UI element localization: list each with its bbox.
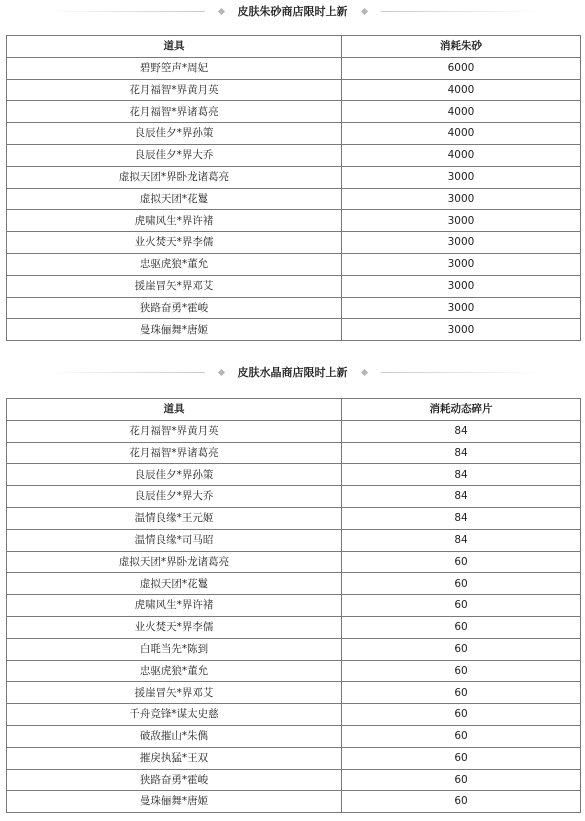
item-name-cell: 曼珠俪舞*唐姬 <box>7 319 342 341</box>
table-header-row <box>7 36 581 58</box>
cost-cell: 3000 <box>342 275 581 297</box>
table-row <box>7 253 581 275</box>
cost-cell: 3000 <box>342 319 581 341</box>
item-name-cell: 良辰佳夕*界孙策 <box>7 123 342 145</box>
item-name-cell: 千舟竞锋*谋太史慈 <box>7 704 342 726</box>
table-row <box>7 791 581 813</box>
cost-cell: 60 <box>342 769 581 791</box>
item-name-cell: 破敌摧山*朱儁 <box>7 725 342 747</box>
cost-cell: 3000 <box>342 166 581 188</box>
item-name-cell: 虚拟天团*花鬘 <box>7 573 342 595</box>
item-name-cell: 狭路奋勇*霍峻 <box>7 297 342 319</box>
table-row <box>7 551 581 573</box>
item-name-cell: 虚拟天团*花鬘 <box>7 188 342 210</box>
cost-cell: 84 <box>342 420 581 442</box>
table-row <box>7 79 581 101</box>
table-row <box>7 682 581 704</box>
table-row <box>7 725 581 747</box>
item-name-cell: 狭路奋勇*霍峻 <box>7 769 342 791</box>
cost-cell: 60 <box>342 704 581 726</box>
table-row <box>7 769 581 791</box>
table-row <box>7 123 581 145</box>
item-name-cell: 良辰佳夕*界大乔 <box>7 486 342 508</box>
table-row <box>7 319 581 341</box>
section-header-cinnabar-shop <box>0 2 585 20</box>
table-header-row <box>7 399 581 421</box>
item-name-cell: 白毦当先*陈到 <box>7 638 342 660</box>
divider-line <box>381 372 541 373</box>
table-row <box>7 747 581 769</box>
table-row <box>7 595 581 617</box>
item-name-cell: 虎啸风生*界许褚 <box>7 210 342 232</box>
cost-cell: 60 <box>342 638 581 660</box>
item-name-cell: 花月福智*界诸葛亮 <box>7 442 342 464</box>
item-name-cell: 温情良缘*王元姬 <box>7 507 342 529</box>
table-row <box>7 232 581 254</box>
section-title: 皮肤朱砂商店限时上新 <box>237 5 348 18</box>
cost-cell: 4000 <box>342 123 581 145</box>
item-name-cell: 摧戾执猛*王双 <box>7 747 342 769</box>
table-row <box>7 638 581 660</box>
item-name-cell: 花月福智*界黄月英 <box>7 79 342 101</box>
section-title: 皮肤水晶商店限时上新 <box>237 366 348 379</box>
cost-cell: 84 <box>342 464 581 486</box>
table-row <box>7 442 581 464</box>
crystal-shop-table <box>6 398 581 813</box>
column-header-item: 道具 <box>7 399 342 421</box>
table-row <box>7 275 581 297</box>
item-name-cell: 虚拟天团*界卧龙诸葛亮 <box>7 166 342 188</box>
table-row <box>7 529 581 551</box>
item-name-cell: 业火焚天*界李儒 <box>7 616 342 638</box>
table-row <box>7 297 581 319</box>
diamond-icon <box>217 7 224 14</box>
table-row <box>7 57 581 79</box>
cost-cell: 84 <box>342 486 581 508</box>
table-row <box>7 464 581 486</box>
cost-cell: 3000 <box>342 188 581 210</box>
item-name-cell: 曼珠俪舞*唐姬 <box>7 791 342 813</box>
item-name-cell: 花月福智*界黄月英 <box>7 420 342 442</box>
table-row <box>7 144 581 166</box>
table-row <box>7 188 581 210</box>
cost-cell: 3000 <box>342 210 581 232</box>
cost-cell: 60 <box>342 660 581 682</box>
cost-cell: 4000 <box>342 101 581 123</box>
item-name-cell: 援崖冒矢*界邓艾 <box>7 682 342 704</box>
cost-cell: 84 <box>342 507 581 529</box>
cost-cell: 84 <box>342 529 581 551</box>
diamond-icon <box>360 368 367 375</box>
cost-cell: 3000 <box>342 297 581 319</box>
table-row <box>7 573 581 595</box>
cost-cell: 60 <box>342 725 581 747</box>
column-header-item: 道具 <box>7 36 342 58</box>
cost-cell: 4000 <box>342 79 581 101</box>
cost-cell: 60 <box>342 573 581 595</box>
divider-line <box>45 372 205 373</box>
diamond-icon <box>360 7 367 14</box>
section-header-crystal-shop <box>0 363 585 381</box>
item-name-cell: 业火焚天*界李儒 <box>7 232 342 254</box>
item-name-cell: 温情良缘*司马昭 <box>7 529 342 551</box>
table-row <box>7 616 581 638</box>
column-header-cost: 消耗动态碎片 <box>342 399 581 421</box>
table-row <box>7 166 581 188</box>
cost-cell: 3000 <box>342 253 581 275</box>
item-name-cell: 良辰佳夕*界大乔 <box>7 144 342 166</box>
column-header-cost: 消耗朱砂 <box>342 36 581 58</box>
table-row <box>7 704 581 726</box>
cost-cell: 6000 <box>342 57 581 79</box>
item-name-cell: 碧野箜声*周妃 <box>7 57 342 79</box>
item-name-cell: 良辰佳夕*界孙策 <box>7 464 342 486</box>
table-row <box>7 486 581 508</box>
diamond-icon <box>217 368 224 375</box>
divider-line <box>45 11 205 12</box>
cost-cell: 60 <box>342 616 581 638</box>
divider-line <box>381 11 541 12</box>
cost-cell: 60 <box>342 791 581 813</box>
table-row <box>7 660 581 682</box>
item-name-cell: 忠驱虎狼*董允 <box>7 253 342 275</box>
cost-cell: 84 <box>342 442 581 464</box>
item-name-cell: 援崖冒矢*界邓艾 <box>7 275 342 297</box>
cost-cell: 60 <box>342 747 581 769</box>
item-name-cell: 虎啸风生*界许褚 <box>7 595 342 617</box>
item-name-cell: 忠驱虎狼*董允 <box>7 660 342 682</box>
item-name-cell: 花月福智*界诸葛亮 <box>7 101 342 123</box>
table-row <box>7 210 581 232</box>
table-row <box>7 101 581 123</box>
cost-cell: 60 <box>342 682 581 704</box>
cinnabar-shop-table <box>6 35 581 341</box>
cost-cell: 4000 <box>342 144 581 166</box>
table-row <box>7 507 581 529</box>
cost-cell: 60 <box>342 551 581 573</box>
cost-cell: 3000 <box>342 232 581 254</box>
item-name-cell: 虚拟天团*界卧龙诸葛亮 <box>7 551 342 573</box>
cost-cell: 60 <box>342 595 581 617</box>
table-row <box>7 420 581 442</box>
